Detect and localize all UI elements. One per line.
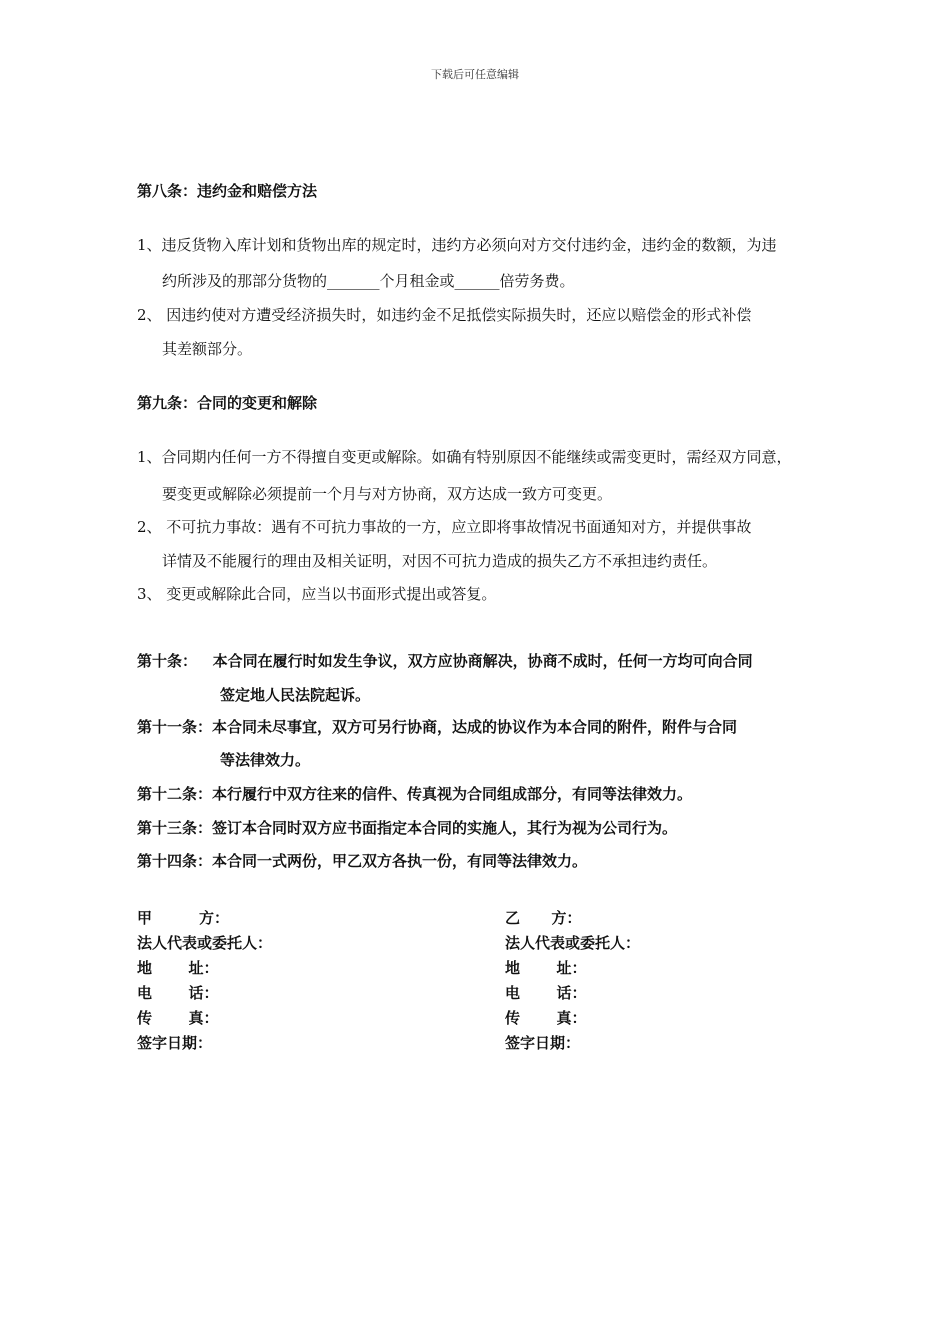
- party-a-name-label: 甲 方：: [137, 909, 229, 927]
- article-9-clause-3: 3、 变更或解除此合同，应当以书面形式提出或答复。: [137, 585, 497, 603]
- article-8-title: 第八条：违约金和赔偿方法: [137, 182, 318, 200]
- article-11-line-1: 第十一条：本合同未尽事宜，双方可另行协商，达成的协议作为本合同的附件，附件与合同: [137, 718, 738, 736]
- party-a-address-label: 地 址：: [137, 959, 219, 977]
- article-9-clause-2-line-2: 详情及不能履行的理由及相关证明，对因不可抗力造成的损失乙方不承担违约责任。: [162, 552, 718, 570]
- page-header: 下载后可任意编辑: [431, 68, 519, 81]
- article-10-line-2: 签定地人民法院起诉。: [220, 686, 371, 704]
- article-10-line-1: 第十条： 本合同在履行时如发生争议，双方应协商解决，协商不成时，任何一方均可向合同: [137, 652, 753, 670]
- article-12: 第十二条：本行履行中双方往来的信件、传真视为合同组成部分，有同等法律效力。: [137, 785, 693, 803]
- party-b-name-label: 乙 方：: [505, 909, 582, 927]
- party-a-phone-label: 电 话：: [137, 984, 219, 1002]
- article-9-clause-1-line-2: 要变更或解除必须提前一个月与对方协商，双方达成一致方可变更。: [162, 485, 613, 503]
- party-a-representative-label: 法人代表或委托人：: [137, 934, 273, 952]
- article-9-title: 第九条：合同的变更和解除: [137, 394, 318, 412]
- article-8-clause-2-line-1: 2、 因违约使对方遭受经济损失时，如违约金不足抵偿实际损失时，还应以赔偿金的形式补偿: [137, 306, 752, 324]
- party-b-fax-label: 传 真：: [505, 1009, 587, 1027]
- article-11-line-2: 等法律效力。: [220, 751, 311, 769]
- party-b-date-label: 签字日期：: [505, 1034, 581, 1052]
- party-a-fax-label: 传 真：: [137, 1009, 219, 1027]
- article-9-clause-1-line-1: 1、合同期内任何一方不得擅自变更或解除。如确有特别原因不能继续或需变更时，需经双方同意，: [137, 448, 792, 466]
- article-8-clause-2-line-2: 其差额部分。: [162, 340, 253, 358]
- article-8-clause-1-line-1: 1、违反货物入库计划和货物出库的规定时，违约方必须向对方交付违约金，违约金的数额，为违: [137, 236, 777, 254]
- party-b-phone-label: 电 话：: [505, 984, 587, 1002]
- article-9-clause-2-line-1: 2、 不可抗力事故：遇有不可抗力事故的一方，应立即将事故情况书面通知对方，并提供事故: [137, 518, 752, 536]
- party-b-representative-label: 法人代表或委托人：: [505, 934, 641, 952]
- article-14: 第十四条：本合同一式两份，甲乙双方各执一份，有同等法律效力。: [137, 852, 588, 870]
- article-8-clause-1-line-2: 约所涉及的那部分货物的_______个月租金或______倍劳务费。: [162, 272, 575, 290]
- party-b-address-label: 地 址：: [505, 959, 587, 977]
- party-a-date-label: 签字日期：: [137, 1034, 213, 1052]
- article-13: 第十三条：签订本合同时双方应书面指定本合同的实施人，其行为视为公司行为。: [137, 819, 678, 837]
